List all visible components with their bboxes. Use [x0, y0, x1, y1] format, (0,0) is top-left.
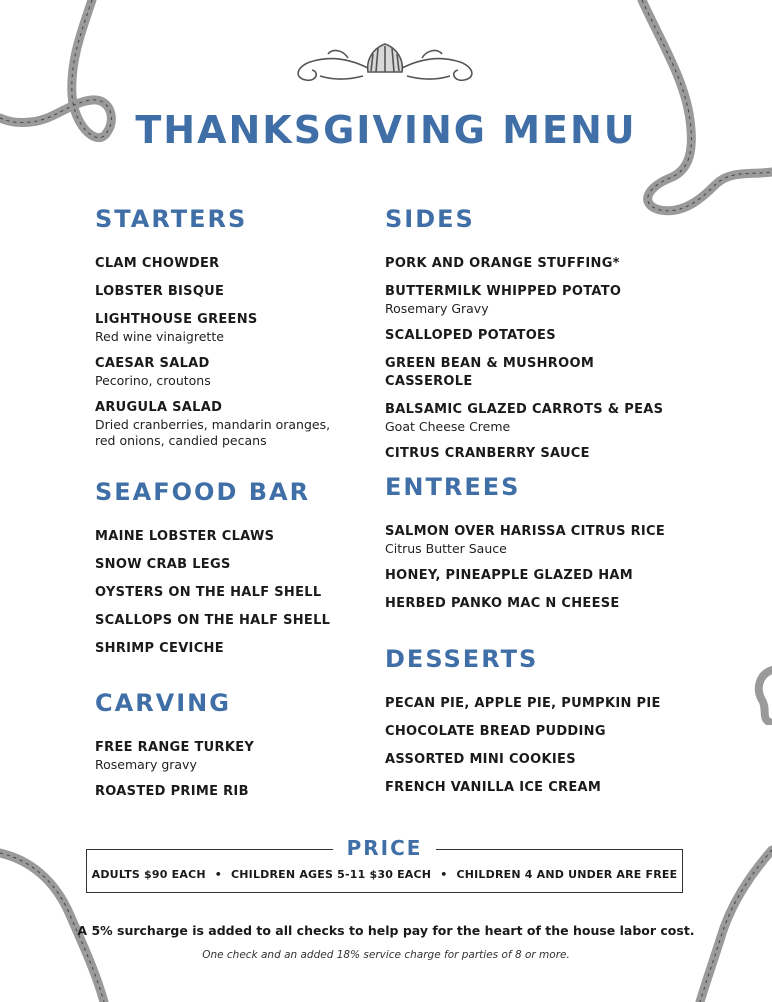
menu-item — [95, 612, 345, 630]
menu-item — [95, 355, 345, 389]
menu-item — [95, 255, 345, 273]
item-name: HERBED PANKO MAC N CHEESE — [385, 596, 620, 611]
item-name: ASSORTED MINI COOKIES — [385, 752, 576, 767]
menu-item — [95, 399, 345, 449]
item-name: SNOW CRAB LEGS — [95, 557, 231, 572]
menu-item — [385, 723, 685, 741]
desserts-heading: DESSERTS — [385, 645, 539, 673]
item-name: CAESAR SALAD — [95, 356, 210, 371]
item-description: Goat Cheese Creme — [385, 419, 511, 434]
menu-item — [385, 751, 685, 769]
children-free: CHILDREN 4 AND UNDER ARE FREE — [456, 868, 678, 881]
surcharge-note: A 5% surcharge is added to all checks to help pay for the heart of the house labor cost. — [77, 923, 695, 938]
item-name: GREEN BEAN & MUSHROOM CASSEROLE — [385, 356, 595, 389]
item-name: ROASTED PRIME RIB — [95, 784, 249, 799]
menu-item — [385, 695, 685, 713]
menu-item — [385, 595, 685, 613]
item-name: PORK AND ORANGE STUFFING* — [385, 256, 620, 271]
price-box — [86, 836, 683, 893]
item-name: SHRIMP CEVICHE — [95, 641, 224, 656]
adults-price: ADULTS $90 EACH — [91, 868, 206, 881]
rope-right-edge-icon — [748, 665, 772, 725]
shell-ornament-icon — [288, 38, 483, 86]
menu-item — [385, 327, 685, 345]
bullet-separator: • — [214, 868, 222, 881]
menu-item — [385, 255, 685, 273]
menu-item — [385, 355, 685, 391]
starters-heading: STARTERS — [95, 205, 248, 233]
carving-heading: CARVING — [95, 689, 231, 717]
menu-item — [95, 783, 345, 801]
item-name: FREE RANGE TURKEY — [95, 740, 255, 755]
menu-item — [385, 401, 685, 435]
menu-item — [385, 445, 685, 463]
item-name: SCALLOPS ON THE HALF SHELL — [95, 613, 331, 628]
item-description: Dried cranberries, mandarin oranges, red onions, candied pecans — [95, 417, 331, 448]
item-name: CLAM CHOWDER — [95, 256, 220, 271]
carving-section — [95, 689, 345, 811]
item-name: OYSTERS ON THE HALF SHELL — [95, 585, 322, 600]
menu-item — [95, 528, 345, 546]
item-name: CHOCOLATE BREAD PUDDING — [385, 724, 606, 739]
menu-item — [385, 283, 685, 317]
bullet-separator: • — [440, 868, 448, 881]
item-description: Citrus Butter Sauce — [385, 541, 507, 556]
menu-item — [385, 567, 685, 585]
item-name: ARUGULA SALAD — [95, 400, 223, 415]
sides-heading: SIDES — [385, 205, 475, 233]
sides-section — [385, 205, 685, 473]
page-title: THANKSGIVING MENU — [135, 108, 637, 152]
item-name: SCALLOPED POTATOES — [385, 328, 556, 343]
menu-item — [95, 283, 345, 301]
item-name: FRENCH VANILLA ICE CREAM — [385, 780, 602, 795]
service-charge-note: One check and an added 18% service charge for parties of 8 or more. — [202, 949, 570, 961]
menu-item — [385, 779, 685, 797]
item-description: Red wine vinaigrette — [95, 329, 224, 344]
seafood-section — [95, 478, 345, 668]
menu-item — [95, 311, 345, 345]
item-name: PECAN PIE, APPLE PIE, PUMPKIN PIE — [385, 696, 661, 711]
item-name: HONEY, PINEAPPLE GLAZED HAM — [385, 568, 633, 583]
desserts-section — [385, 645, 685, 807]
item-name: SALMON OVER HARISSA CITRUS RICE — [385, 524, 666, 539]
item-name: CITRUS CRANBERRY SAUCE — [385, 446, 590, 461]
left-column — [95, 205, 345, 459]
price-line — [87, 868, 682, 881]
entrees-section — [385, 473, 685, 623]
menu-item — [95, 640, 345, 658]
item-name: LIGHTHOUSE GREENS — [95, 312, 258, 327]
menu-item — [95, 584, 345, 602]
menu-item — [95, 556, 345, 574]
item-description: Rosemary gravy — [95, 757, 197, 772]
seafood-heading: SEAFOOD BAR — [95, 478, 311, 506]
item-name: LOBSTER BISQUE — [95, 284, 225, 299]
item-name: BALSAMIC GLAZED CARROTS & PEAS — [385, 402, 664, 417]
price-heading: PRICE — [333, 836, 437, 860]
item-description: Rosemary Gravy — [385, 301, 489, 316]
item-name: MAINE LOBSTER CLAWS — [95, 529, 275, 544]
entrees-heading: ENTREES — [385, 473, 521, 501]
children-price: CHILDREN AGES 5-11 $30 EACH — [231, 868, 432, 881]
menu-item — [95, 739, 345, 773]
item-description: Pecorino, croutons — [95, 373, 211, 388]
menu-item — [385, 523, 685, 557]
item-name: BUTTERMILK WHIPPED POTATO — [385, 284, 622, 299]
